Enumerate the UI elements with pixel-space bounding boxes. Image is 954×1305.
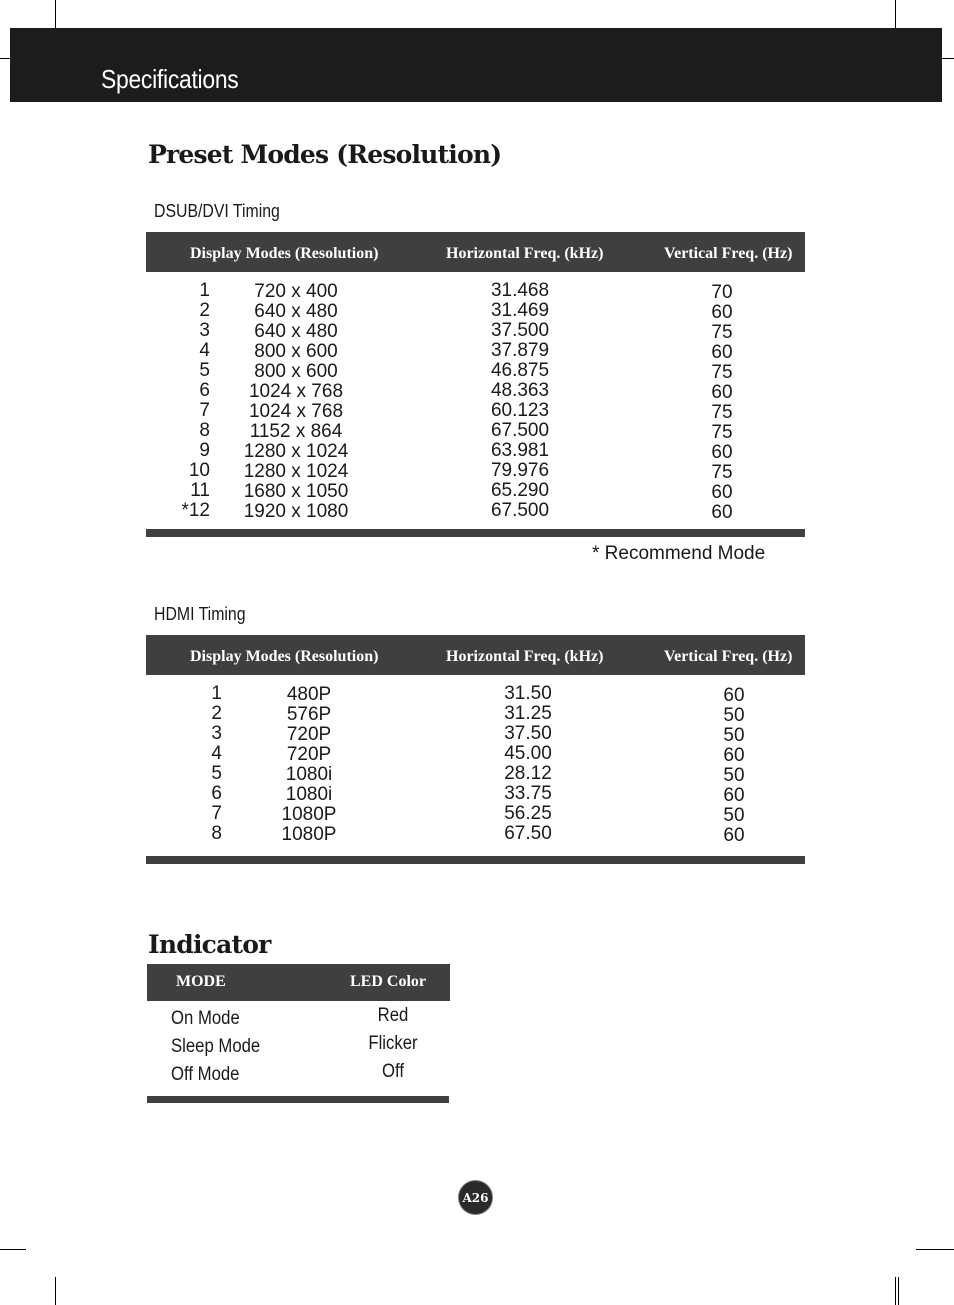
table-cell-vertical-freq: 50 bbox=[723, 705, 745, 726]
table-cell-mode-number: 2 bbox=[211, 703, 222, 724]
table-cell-vertical-freq: 60 bbox=[723, 745, 745, 766]
table-cell-resolution: 1080P bbox=[281, 824, 337, 845]
table-cell-horizontal-freq: 31.468 bbox=[490, 280, 550, 301]
crop-mark bbox=[898, 1277, 899, 1305]
table-cell-horizontal-freq: 37.879 bbox=[490, 340, 550, 361]
column-header-mode: MODE bbox=[176, 973, 226, 990]
page-header-title: Specifications bbox=[101, 64, 239, 94]
table-cell-resolution: 640 x 480 bbox=[254, 301, 338, 322]
table-cell-mode-number: 2 bbox=[199, 300, 210, 321]
crop-mark bbox=[895, 0, 896, 28]
crop-mark bbox=[55, 1277, 56, 1305]
table-cell-horizontal-freq: 56.25 bbox=[504, 803, 552, 824]
table-cell-vertical-freq: 50 bbox=[723, 725, 745, 746]
table-cell-horizontal-freq: 65.290 bbox=[490, 480, 550, 501]
table-cell-led-color: Red bbox=[377, 1005, 409, 1026]
table-cell-horizontal-freq: 28.12 bbox=[504, 763, 552, 784]
hdmi-vfreq-column bbox=[704, 686, 764, 846]
table-cell-horizontal-freq: 48.363 bbox=[490, 380, 550, 401]
indicator-led-color-column bbox=[349, 1002, 437, 1086]
column-header-display-modes: Display Modes (Resolution) bbox=[190, 648, 379, 665]
table-cell-resolution: 800 x 600 bbox=[254, 341, 338, 362]
table-cell-horizontal-freq: 63.981 bbox=[490, 440, 550, 461]
table-cell-vertical-freq: 75 bbox=[711, 462, 733, 483]
column-header-horizontal-freq: Horizontal Freq. (kHz) bbox=[446, 245, 604, 262]
table-cell-horizontal-freq: 37.500 bbox=[490, 320, 550, 341]
table-cell-resolution: 720P bbox=[286, 744, 332, 765]
table-cell-vertical-freq: 60 bbox=[711, 442, 733, 463]
indicator-title: Indicator bbox=[148, 930, 271, 959]
table-cell-resolution: 720P bbox=[286, 724, 332, 745]
hdmi-hfreq-column bbox=[478, 684, 578, 844]
column-header-vertical-freq: Vertical Freq. (Hz) bbox=[664, 648, 793, 665]
dsub-mode-number-column bbox=[150, 281, 210, 521]
indicator-table-bottom-rule bbox=[147, 1096, 449, 1103]
table-cell-vertical-freq: 60 bbox=[711, 302, 733, 323]
table-cell-mode-number: 7 bbox=[199, 400, 210, 421]
table-cell-resolution: 640 x 480 bbox=[254, 321, 338, 342]
table-cell-vertical-freq: 60 bbox=[723, 685, 745, 706]
hdmi-table-header bbox=[146, 635, 805, 675]
table-cell-mode-number: 8 bbox=[211, 823, 222, 844]
table-cell-resolution: 1280 x 1024 bbox=[243, 441, 349, 462]
table-cell-horizontal-freq: 31.50 bbox=[504, 683, 552, 704]
table-cell-resolution: 800 x 600 bbox=[254, 361, 338, 382]
table-cell-mode-number: 4 bbox=[199, 340, 210, 361]
table-cell-resolution: 576P bbox=[286, 704, 332, 725]
table-cell-resolution: 1280 x 1024 bbox=[243, 461, 349, 482]
table-cell-mode-number: 10 bbox=[188, 460, 210, 481]
table-cell-mode-number: 11 bbox=[190, 480, 210, 501]
table-cell-horizontal-freq: 67.500 bbox=[490, 500, 550, 521]
hdmi-timing-label: HDMI Timing bbox=[154, 604, 246, 624]
table-cell-mode-number: 3 bbox=[199, 320, 210, 341]
table-cell-resolution: 1152 x 864 bbox=[249, 421, 343, 442]
column-header-vertical-freq: Vertical Freq. (Hz) bbox=[664, 245, 793, 262]
column-header-display-modes: Display Modes (Resolution) bbox=[190, 245, 379, 262]
dsub-timing-label: DSUB/DVI Timing bbox=[154, 201, 280, 221]
table-cell-horizontal-freq: 31.469 bbox=[490, 300, 550, 321]
table-cell-resolution: 1080i bbox=[285, 784, 333, 805]
indicator-table-header bbox=[147, 964, 450, 1001]
table-cell-horizontal-freq: 37.50 bbox=[504, 723, 552, 744]
table-cell-led-color: Off bbox=[382, 1061, 404, 1082]
table-cell-mode-number: 3 bbox=[211, 723, 222, 744]
dsub-table-bottom-rule bbox=[146, 529, 805, 537]
hdmi-resolution-column bbox=[259, 685, 359, 845]
recommend-mode-note: * Recommend Mode bbox=[592, 543, 766, 564]
dsub-vfreq-column bbox=[692, 283, 752, 523]
preset-modes-title: Preset Modes (Resolution) bbox=[148, 140, 502, 169]
table-cell-horizontal-freq: 67.50 bbox=[504, 823, 552, 844]
table-cell-resolution: 1024 x 768 bbox=[248, 401, 344, 422]
table-cell-horizontal-freq: 67.500 bbox=[490, 420, 550, 441]
table-cell-vertical-freq: 75 bbox=[711, 322, 733, 343]
table-cell-vertical-freq: 75 bbox=[711, 422, 733, 443]
table-cell-mode-number: 6 bbox=[199, 380, 210, 401]
table-cell-mode-number: *12 bbox=[181, 500, 210, 521]
column-header-led-color: LED Color bbox=[350, 973, 426, 990]
table-cell-vertical-freq: 75 bbox=[711, 402, 733, 423]
crop-mark bbox=[55, 0, 56, 28]
table-cell-horizontal-freq: 60.123 bbox=[490, 400, 550, 421]
crop-mark bbox=[942, 58, 954, 59]
table-cell-mode-number: 9 bbox=[199, 440, 210, 461]
table-cell-horizontal-freq: 79.976 bbox=[490, 460, 550, 481]
table-cell-vertical-freq: 60 bbox=[711, 382, 733, 403]
dsub-resolution-column bbox=[226, 282, 366, 522]
crop-mark bbox=[0, 58, 10, 59]
table-cell-resolution: 1024 x 768 bbox=[248, 381, 344, 402]
table-cell-resolution: 480P bbox=[286, 684, 332, 705]
crop-mark bbox=[0, 1249, 26, 1250]
table-cell-mode-number: 6 bbox=[211, 783, 222, 804]
table-cell-resolution: 1920 x 1080 bbox=[243, 501, 349, 522]
table-cell-mode-number: 1 bbox=[211, 683, 222, 704]
crop-mark bbox=[895, 1277, 896, 1305]
dsub-hfreq-column bbox=[470, 281, 570, 521]
hdmi-table-bottom-rule bbox=[146, 856, 805, 864]
table-cell-resolution: 1080P bbox=[281, 804, 337, 825]
hdmi-mode-number-column bbox=[162, 684, 222, 844]
table-cell-mode: Off Mode bbox=[171, 1064, 240, 1085]
table-cell-mode-number: 7 bbox=[211, 803, 222, 824]
crop-mark bbox=[916, 1249, 954, 1250]
table-cell-led-color: Flicker bbox=[368, 1033, 418, 1054]
table-cell-horizontal-freq: 46.875 bbox=[490, 360, 550, 381]
table-cell-mode-number: 5 bbox=[211, 763, 222, 784]
page-number-badge: A26 bbox=[459, 1181, 492, 1214]
table-cell-vertical-freq: 60 bbox=[711, 482, 733, 503]
table-cell-vertical-freq: 60 bbox=[711, 502, 733, 523]
table-cell-vertical-freq: 75 bbox=[711, 362, 733, 383]
table-cell-vertical-freq: 60 bbox=[711, 342, 733, 363]
table-cell-mode-number: 4 bbox=[211, 743, 222, 764]
table-cell-mode: On Mode bbox=[171, 1008, 240, 1029]
table-cell-horizontal-freq: 45.00 bbox=[504, 743, 552, 764]
table-cell-resolution: 1680 x 1050 bbox=[243, 481, 349, 502]
column-header-horizontal-freq: Horizontal Freq. (kHz) bbox=[446, 648, 604, 665]
table-cell-vertical-freq: 70 bbox=[711, 282, 733, 303]
table-cell-horizontal-freq: 33.75 bbox=[504, 783, 552, 804]
table-cell-vertical-freq: 50 bbox=[723, 805, 745, 826]
table-cell-vertical-freq: 60 bbox=[723, 825, 745, 846]
table-cell-horizontal-freq: 31.25 bbox=[504, 703, 552, 724]
indicator-mode-column bbox=[171, 1005, 260, 1089]
table-cell-mode-number: 5 bbox=[199, 360, 210, 381]
table-cell-resolution: 1080i bbox=[285, 764, 333, 785]
table-cell-mode: Sleep Mode bbox=[171, 1036, 261, 1057]
table-cell-mode-number: 1 bbox=[199, 280, 210, 301]
table-cell-mode-number: 8 bbox=[199, 420, 210, 441]
table-cell-vertical-freq: 60 bbox=[723, 785, 745, 806]
table-cell-resolution: 720 x 400 bbox=[254, 281, 338, 302]
table-cell-vertical-freq: 50 bbox=[723, 765, 745, 786]
dsub-table-header bbox=[146, 232, 805, 272]
